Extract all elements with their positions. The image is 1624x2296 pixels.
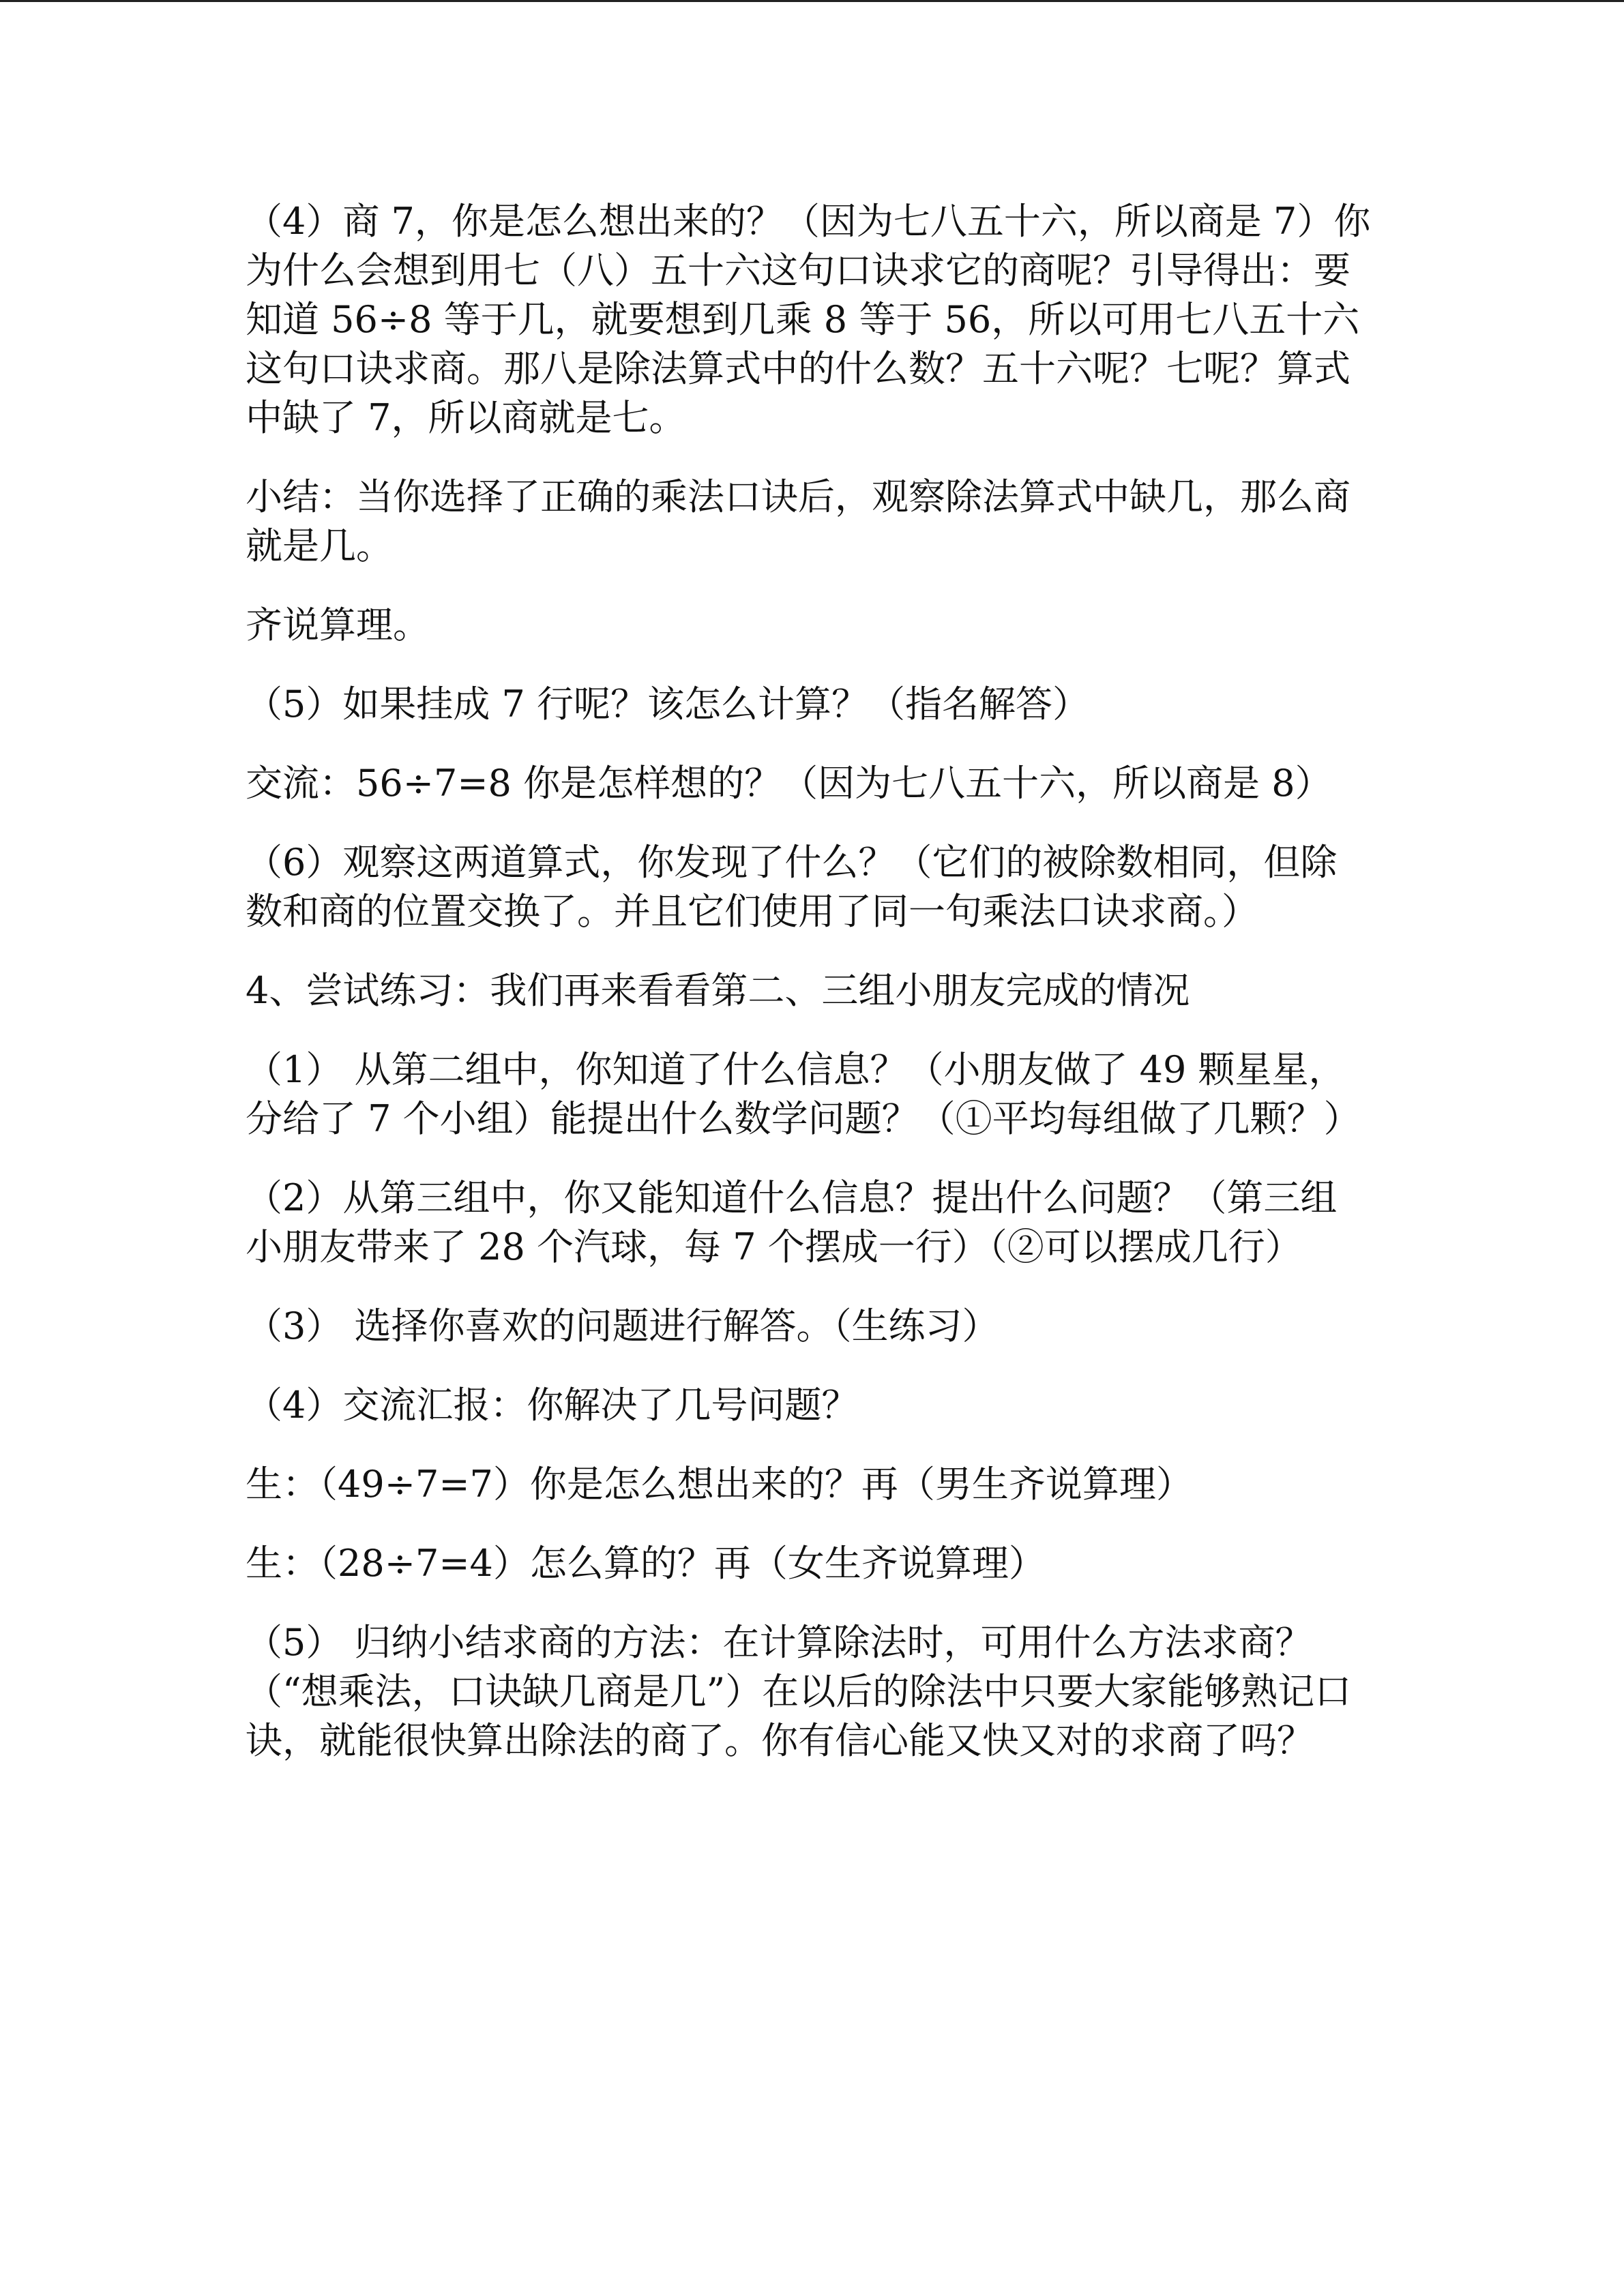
paragraph-group-three: （2）从第三组中，你又能知道什么信息？提出什么问题？（第三组小朋友带来了 28 个汽球，每 7 个摆成一行）（②可以摆成几行） [246,1176,1338,1268]
paragraph-student-boys: 生：（49÷7=7）你是怎么想出来的？再（男生齐说算理） [246,1463,1193,1506]
paragraph-student-girls: 生：（28÷7=4）怎么算的？再（女生齐说算理） [246,1542,1046,1585]
paragraph-conclusion: （5） 归纳小结求商的方法：在计算除法时，可用什么方法求商？（“想乘法，口诀缺几商是几”）在以后的除法中只要大家能够熟记口诀，就能很快算出除法的商了。你有信心能又快又对的求商了吗？ [246,1621,1352,1762]
paragraph-summary: 小结：当你选择了正确的乘法口诀后，观察除法算式中缺几，那么商就是几。 [246,475,1350,567]
paragraph-seven-rows: （5）如果挂成 7 行呢？该怎么计算？（指名解答） [246,683,1090,726]
paragraph-observe-equations: （6）观察这两道算式，你发现了什么？（它们的被除数相同，但除数和商的位置交换了。并且它们使用了同一句乘法口诀求商。） [246,841,1338,933]
paragraph-recite-reasoning: 齐说算理。 [246,603,430,646]
paragraph-exchange: 交流：56÷7=8 你是怎样想的？（因为七八五十六，所以商是 8） [246,762,1332,805]
paragraph-group-two: （1） 从第二组中，你知道了什么信息？（小朋友做了 49 颗星星，分给了 7 个小组）能提出什么数学问题？（①平均每组做了几颗？） [246,1048,1361,1140]
document-body [246,197,1371,1795]
paragraph-quotient-seven: （4）商 7，你是怎么想出来的？（因为七八五十六，所以商是 7）你为什么会想到用七（八）五十六这句口诀求它的商呢？引导得出：要知道 56÷8 等于几，就要想到几乘 8 等于 56，所以可用七八五十六这句口诀求商。那八是除法算式中的什么数？五十六呢？七呢？算式中缺了 7，所以商就是七。 [246,200,1371,439]
paragraph-choose-question: （3） 选择你喜欢的问题进行解答。（生练习） [246,1304,999,1347]
paragraph-report: （4）交流汇报：你解决了几号问题？ [246,1384,859,1427]
paragraph-try-practice: 4、尝试练习：我们再来看看第二、三组小朋友完成的情况 [246,969,1190,1012]
